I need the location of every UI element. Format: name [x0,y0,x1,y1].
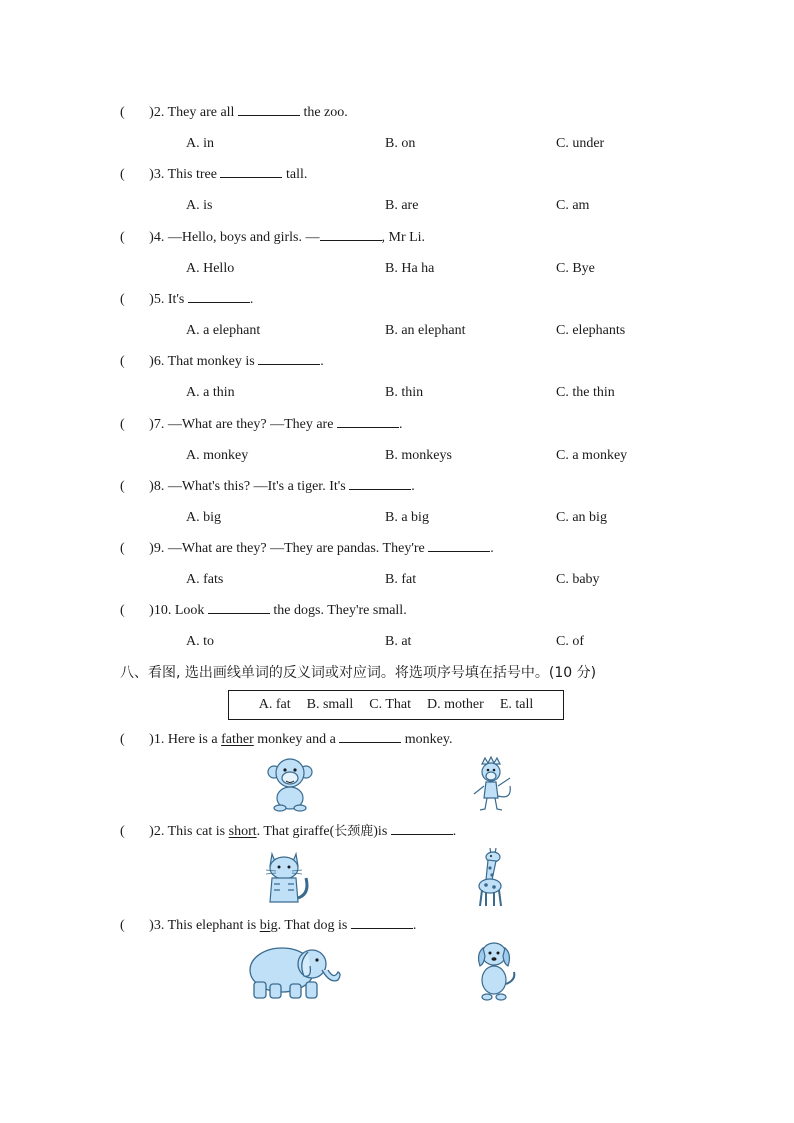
option-a[interactable]: A. Hello [186,261,235,276]
answer-paren[interactable]: ( ) [120,105,154,120]
answer-blank[interactable] [391,822,453,835]
option-b: B. small [306,697,354,712]
answer-paren[interactable]: ( ) [120,732,154,747]
question-7 [120,415,402,434]
question-text: —Hello, boys and girls. — [167,230,320,245]
question-text: —What are they? —They are pandas. They're [167,541,429,556]
chinese-gloss: 长颈鹿 [334,824,374,839]
question-text: Here is a [167,732,222,747]
answer-paren[interactable]: ( ) [120,417,154,432]
question-number: 3. [153,918,165,933]
question-text: the zoo. [299,105,348,120]
options-box [228,690,564,720]
answer-blank[interactable] [351,916,413,929]
elephant-icon [246,940,346,1002]
answer-blank[interactable] [349,477,411,490]
option-e: E. tall [499,697,534,712]
option-c[interactable]: C. baby [556,572,600,587]
question-number: 6. [153,354,165,369]
question-text: —What's this? —It's a tiger. It's [167,479,350,494]
answer-paren[interactable]: ( ) [120,292,154,307]
question-text: . That giraffe( [256,824,335,839]
question-number: 2. [153,105,165,120]
answer-paren[interactable]: ( ) [120,603,154,618]
question-5 [120,290,253,309]
option-b[interactable]: B. an elephant [385,323,466,338]
option-b[interactable]: B. at [385,634,412,649]
answer-paren[interactable]: ( ) [120,167,154,182]
option-a[interactable]: A. big [186,510,221,525]
option-c[interactable]: C. an big [556,510,607,525]
option-d: D. mother [427,697,484,712]
question-number: 8. [153,479,165,494]
option-a[interactable]: A. to [186,634,214,649]
option-a[interactable]: A. in [186,136,214,151]
question-number: 4. [153,230,165,245]
question-number: 9. [153,541,165,556]
question-text: the dogs. They're small. [269,603,407,618]
question-text: monkey. [401,732,453,747]
s8-question-1 [120,730,452,749]
question-4 [120,228,425,247]
option-c: C. That [369,697,412,712]
answer-blank[interactable] [428,539,490,552]
underlined-word: big [259,918,278,933]
underlined-word: father [221,732,254,747]
question-text: Look [174,603,208,618]
option-a[interactable]: A. monkey [186,448,249,463]
question-number: 1. [153,732,165,747]
question-text: This elephant is [167,918,260,933]
question-text: It's [167,292,188,307]
option-b[interactable]: B. are [385,198,419,213]
option-c[interactable]: C. am [556,198,590,213]
question-text: tall. [282,167,308,182]
option-a[interactable]: A. fats [186,572,224,587]
underlined-word: short [228,824,257,839]
question-9 [120,539,494,558]
answer-blank[interactable] [337,415,399,428]
question-2 [120,103,348,122]
answer-paren[interactable]: ( ) [120,541,154,556]
question-number: 5. [153,292,165,307]
giraffe-icon [470,846,510,908]
question-text: They are all [167,105,238,120]
section-8-title: 八、看图, 选出画线单词的反义词或对应词。将选项序号填在括号中。(10 分) [120,665,597,681]
option-b[interactable]: B. monkeys [385,448,452,463]
option-b[interactable]: B. on [385,136,416,151]
option-b[interactable]: B. thin [385,385,424,400]
option-c[interactable]: C. a monkey [556,448,628,463]
s8-question-3 [120,916,416,935]
question-text: . [249,292,254,307]
dog-icon [474,940,520,1002]
answer-blank[interactable] [188,290,250,303]
question-text: )is [373,824,391,839]
question-10 [120,601,407,620]
question-number: 3. [153,167,165,182]
question-text: . That dog is [277,918,351,933]
answer-blank[interactable] [339,730,401,743]
answer-blank[interactable] [238,103,300,116]
question-text: —What are they? —They are [167,417,337,432]
question-text: . [490,541,494,556]
answer-blank[interactable] [208,601,270,614]
question-number: 2. [153,824,165,839]
answer-blank[interactable] [220,165,282,178]
option-c[interactable]: C. of [556,634,584,649]
answer-paren[interactable]: ( ) [120,824,154,839]
question-text: . [320,354,324,369]
option-b[interactable]: B. fat [385,572,417,587]
option-a[interactable]: A. is [186,198,213,213]
option-c[interactable]: C. Bye [556,261,595,276]
question-text: . [452,824,457,839]
option-c[interactable]: C. elephants [556,323,626,338]
option-c[interactable]: C. the thin [556,385,615,400]
option-a: A. fat [258,697,291,712]
question-text: . [398,417,403,432]
crowned-monkey-icon [466,756,518,812]
answer-blank[interactable] [320,228,382,241]
question-text: . [412,918,417,933]
answer-paren[interactable]: ( ) [120,479,154,494]
answer-paren[interactable]: ( ) [120,918,154,933]
option-a[interactable]: A. a elephant [186,323,261,338]
question-text: , Mr Li. [381,230,426,245]
question-number: 7. [153,417,165,432]
question-text: . [411,479,415,494]
monkey-icon [266,756,314,812]
question-text: This tree [167,167,221,182]
answer-paren[interactable]: ( ) [120,230,154,245]
answer-blank[interactable] [258,352,320,365]
question-8 [120,477,415,496]
question-3 [120,165,307,184]
question-text: monkey and a [253,732,340,747]
answer-paren[interactable]: ( ) [120,354,154,369]
question-6 [120,352,324,371]
question-text: This cat is [167,824,229,839]
option-b[interactable]: B. Ha ha [385,261,435,276]
question-number: 10. [153,603,172,618]
option-a[interactable]: A. a thin [186,385,235,400]
s8-question-2 [120,822,456,841]
cat-icon [264,848,312,906]
option-c[interactable]: C. under [556,136,605,151]
option-b[interactable]: B. a big [385,510,429,525]
question-text: That monkey is [167,354,259,369]
